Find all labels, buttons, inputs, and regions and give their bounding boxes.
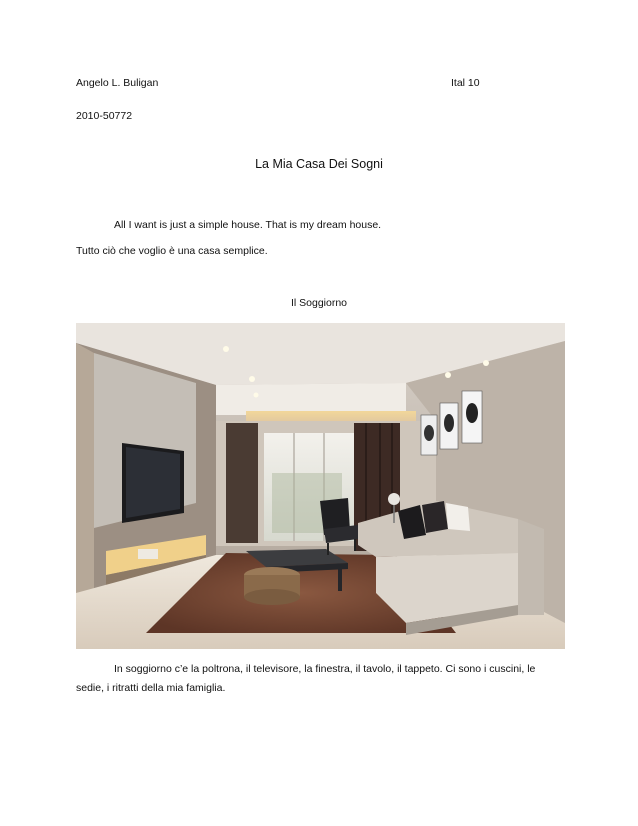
ottoman [244,567,300,605]
section-heading: Il Soggiorno [290,297,348,309]
intro-english: All I want is just a simple house. That is my dream house. [114,219,382,231]
intro-italian: Tutto ciò che voglio è una casa semplice. [76,245,268,257]
section-body-line-2: sedie, i ritratti della mia famiglia. [76,682,226,694]
television [122,443,184,523]
course-code: Ital 10 [451,77,480,89]
living-room-photo [76,323,565,649]
section-body-line-1: In soggiorno c’e la poltrona, il televisore, la finestra, il tavolo, il tappeto. Ci sono i cuscini, le [114,663,536,675]
author-name: Angelo L. Buligan [76,77,159,89]
student-id: 2010-50772 [76,110,133,122]
document-title: La Mia Casa Dei Sogni [255,157,383,171]
